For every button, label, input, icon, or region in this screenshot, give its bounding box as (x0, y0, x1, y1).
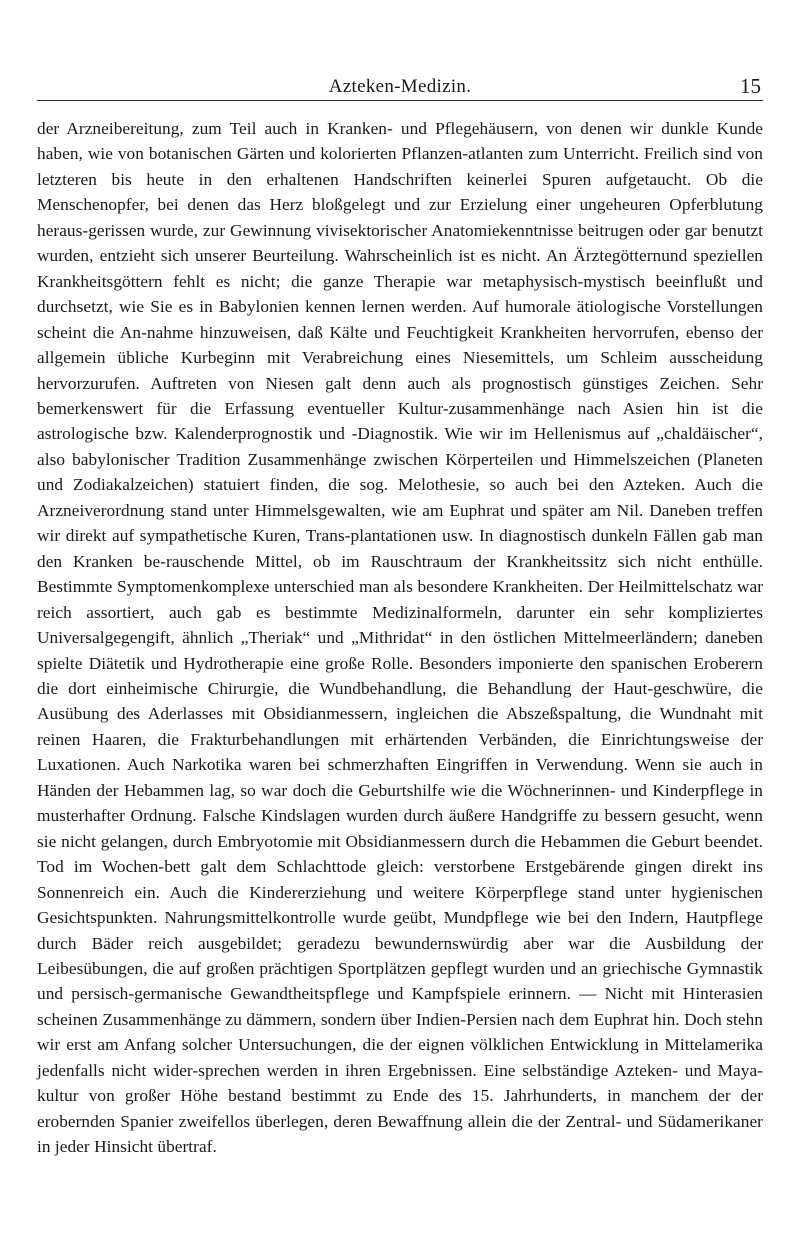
running-title: Azteken-Medizin. (328, 76, 472, 97)
page-number: 15 (740, 74, 761, 98)
body-paragraph: der Arzneibereitung, zum Teil auch in Kranken- und Pflegehäusern, von denen wir dunkle Kunde haben, wie von botanischen Gärten und kolorierten Pflanzen-atlanten zum Unterricht. Freilich sind von letzteren bis heute in den erhaltenen Handschriften keinerlei Spuren aufgetaucht. Ob die Menschenopfer, bei denen das Herz bloßgelegt und zur Erzielung einer ungeheuren Opferblutung heraus-gerissen wurde, zur Gewinnung vivisektorischer Anatomiekenntnisse beitrugen oder gar benutzt wurden, entzieht sich unserer Beurteilung. Wahrscheinlich ist es nicht. An Ärztegötternund speziellen Krankheitsgöttern fehlt es nicht; die ganze Therapie war metaphysisch-mystisch beeinflußt und durchsetzt, wie Sie es in Babylonien kennen lernen werden. Auf humorale ätiologische Vorstellungen scheint die An-nahme hinzuweisen, daß Kälte und Feuchtigkeit Krankheiten hervorrufen, ebenso der allgemein übliche Kurbeginn mit Verabreichung eines Niesemittels, um Schleim ausscheidung hervorzurufen. Auftreten von Niesen galt denn auch als prognostisch günstiges Zeichen. Sehr bemerkenswert für die Erfassung eventueller Kultur-zusammenhänge nach Asien hin ist die astrologische bzw. Kalenderprognostik und -Diagnostik. Wie wir im Hellenismus auf „chaldäischer“, also babylonischer Tradition Zusammenhänge zwischen Körperteilen und Himmelszeichen (Planeten und Zodiakalzeichen) statuiert finden, die sog. Melothesie, so auch bei den Azteken. Auch die Arzneiverordnung stand unter Himmelsgewalten, wie am Euphrat und später am Nil. Daneben treffen wir direkt auf sympathetische Kuren, Trans-plantationen usw. In diagnostisch dunkeln Fällen gab man den Kranken be-rauschende Mittel, ob im Rauschtraum der Krankheitssitz sich nicht enthülle. Bestimmte Symptomenkomplexe unterschied man als besondere Krankheiten. Der Heilmittelschatz war reich assortiert, auch gab es bestimmte Medizinalformeln, darunter ein sehr kompliziertes Universalgegengift, ähnlich „Theriak“ und „Mithridat“ in den östlichen Mittelmeerländern; daneben spielte Diätetik und Hydrotherapie eine große Rolle. Besonders imponierte den spanischen Eroberern die dort einheimische Chirurgie, die Wundbehandlung, die Behandlung der Haut-geschwüre, die Ausübung des Aderlasses mit Obsidianmessern, ingleichen die Abszeßspaltung, die Wundnaht mit reinen Haaren, die Frakturbehandlungen mit erhärtenden Verbänden, die Einrichtungsweise der Luxationen. Auch Narkotika waren bei schmerzhaften Eingriffen in Verwendung. Wenn sie auch in Händen der Hebammen lag, so war doch die Geburtshilfe wie die Wöchnerinnen- und Kinderpflege in musterhafter Ordnung. Falsche Kindslagen wurden durch äußere Handgriffe zu bessern gesucht, wenn sie nicht gelangen, durch Embryotomie mit Obsidianmessern durch die Hebammen die Geburt beendet. Tod im Wochen-bett galt dem Schlachttode gleich: verstorbene Erstgebärende gingen direkt ins Sonnenreich ein. Auch die Kindererziehung und weitere Körperpflege stand unter hygienischen Gesichtspunkten. Nahrungsmittelkontrolle wurde geübt, Mundpflege wie bei den Indern, Hautpflege durch Bäder reich ausgebildet; geradezu bewundernswürdig aber war die Ausbildung der Leibesübungen, die auf großen prächtigen Sportplätzen gepflegt wurden und an griechische Gymnastik und persisch-germanische Gewandtheitspflege und Kampfspiele erinnern. — Nicht mit Hinterasien scheinen Zusammenhänge zu dämmern, sondern über Indien-Persien nach dem Euphrat hin. Doch stehn wir erst am Anfang solcher Untersuchungen, die der eignen völklichen Entwicklung in Mittelamerika jedenfalls nicht wider-sprechen werden in ihren Ergebnissen. Eine selbständige Azteken- und Maya-kultur von großer Höhe bestand bestimmt zu Ende des 15. Jahrhunderts, in manchem der der erobernden Spanier zweifellos überlegen, deren Bewaffnung allein die der Zentral- und Südamerikaner in jeder Hinsicht übertraf. (37, 119, 763, 1157)
page-header (37, 72, 763, 101)
